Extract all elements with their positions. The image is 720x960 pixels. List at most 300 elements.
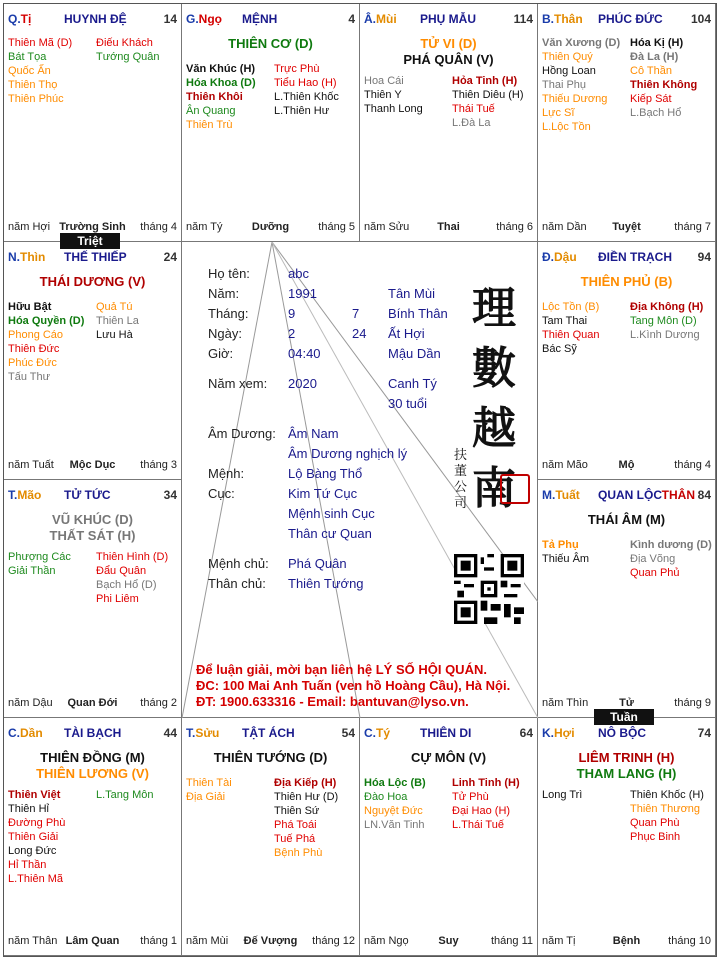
footer-year: năm Mùi xyxy=(186,935,229,947)
minor-star: Thiên Đức xyxy=(8,343,60,355)
minor-star: Đẩu Quân xyxy=(96,565,147,577)
minor-star: Bát Tọa xyxy=(8,51,47,63)
palace-suu[interactable] xyxy=(182,718,360,956)
minor-star: Phục Binh xyxy=(630,831,681,843)
minor-stars-left xyxy=(542,300,599,356)
minor-star: Hoa Cái xyxy=(364,75,404,87)
life-stage: Tuyệt xyxy=(612,221,641,233)
palace-name: PHỤ MẪU xyxy=(420,12,476,26)
minor-star: Tiểu Hao (H) xyxy=(274,77,337,89)
minor-star: Tướng Quân xyxy=(96,51,160,63)
palace-name: QUAN LỘC xyxy=(598,488,662,502)
minor-star: Hóa Khoa (D) xyxy=(186,77,256,89)
main-star: THIÊN PHỦ (B) xyxy=(580,274,673,289)
minor-stars-left xyxy=(542,36,620,134)
minor-star: LN.Văn Tinh xyxy=(364,819,425,831)
palace-dau[interactable] xyxy=(538,242,716,480)
minor-star: Tam Thai xyxy=(542,315,588,327)
minor-star: Hóa Kị (H) xyxy=(630,37,684,49)
minor-star: Thiếu Âm xyxy=(542,553,590,565)
palace-footer xyxy=(8,697,177,711)
palace-name: NÔ BỘC xyxy=(598,726,646,740)
palace-can: N. xyxy=(8,250,20,264)
footer-year: năm Tị xyxy=(542,935,576,947)
minor-star: Trực Phù xyxy=(274,63,320,75)
minor-star: Phong Cáo xyxy=(8,329,64,341)
minor-stars-left xyxy=(8,300,84,384)
triet-marker: Triệt xyxy=(60,233,120,249)
palace-dan[interactable] xyxy=(4,718,182,956)
label-than-chu: Thân chủ: xyxy=(208,576,266,591)
palace-age-number: 44 xyxy=(163,726,177,740)
palace-can-chi xyxy=(186,12,222,26)
value-hour-can: Mậu Dần xyxy=(388,346,441,361)
palace-header xyxy=(542,12,711,28)
palace-name: HUYNH ĐỆ xyxy=(64,12,127,26)
palace-name: THẾ THIẾP xyxy=(64,250,127,264)
palace-can: Q. xyxy=(8,12,21,26)
palace-name: TẬT ÁCH xyxy=(242,726,295,740)
minor-stars-left xyxy=(8,788,65,886)
red-seal-icon xyxy=(500,474,530,504)
palace-can: T. xyxy=(8,488,18,502)
contact-line-1: Để luận giải, mời bạn liên hệ LÝ SỐ HỘI QUÁN. xyxy=(196,662,487,677)
minor-star: Đại Hao (H) xyxy=(452,805,511,817)
minor-stars-left xyxy=(186,62,256,132)
life-stage: Mộ xyxy=(618,459,635,471)
minor-stars-left xyxy=(8,36,72,106)
footer-year: năm Thân xyxy=(8,935,58,947)
value-cuc: Kim Tứ Cục xyxy=(288,486,358,501)
minor-stars-right xyxy=(630,300,703,342)
palace-can-chi xyxy=(542,726,575,740)
minor-star: Hồng Loan xyxy=(542,65,596,77)
footer-year: năm Thìn xyxy=(542,697,589,709)
palace-chi: Tị xyxy=(20,12,32,26)
minor-stars-right xyxy=(96,300,139,342)
minor-star: Phượng Các xyxy=(8,551,71,563)
value-day: 2 xyxy=(288,326,296,341)
value-day-lunar: 24 xyxy=(352,326,367,341)
qr-code-icon[interactable] xyxy=(454,554,524,624)
minor-star: Quan Phủ xyxy=(630,567,680,579)
minor-star: Thiên Thọ xyxy=(8,79,58,91)
palace-can: B. xyxy=(542,12,554,26)
palace-chi: Sửu xyxy=(195,726,220,740)
palace-header xyxy=(542,726,711,742)
minor-star: Quan Phù xyxy=(630,817,680,829)
palace-mao[interactable] xyxy=(4,480,182,718)
palace-footer xyxy=(186,935,355,949)
palace-can-chi xyxy=(8,250,45,264)
value-menh: Lộ Bàng Thổ xyxy=(288,466,363,481)
palace-name: ĐIỀN TRẠCH xyxy=(598,250,672,264)
minor-star: Thiên Hỉ xyxy=(8,803,49,815)
label-view-year: Năm xem: xyxy=(208,376,268,391)
value-am-duong-2: Âm Dương nghịch lý xyxy=(288,446,408,461)
minor-star: Thiên Giải xyxy=(8,831,59,843)
minor-star: Thiên Mã (D) xyxy=(8,37,73,49)
minor-star: Thiên Y xyxy=(364,89,402,101)
palace-age-number: 34 xyxy=(163,488,177,502)
minor-star: Phi Liêm xyxy=(96,593,139,605)
minor-star: Linh Tinh (H) xyxy=(452,777,520,789)
minor-star: Thiên Phúc xyxy=(8,93,64,105)
minor-star: L.Thiên Khốc xyxy=(274,91,339,103)
contact-address: ĐC: 100 Mai Anh Tuấn (ven hồ Hoàng Cầu), Hà Nội. xyxy=(196,678,511,693)
palace-header xyxy=(364,12,533,28)
footer-month: tháng 9 xyxy=(674,697,711,709)
minor-star: Địa Không (H) xyxy=(630,301,704,313)
palace-chi: Dần xyxy=(20,726,43,740)
palace-ngo[interactable] xyxy=(182,4,360,242)
minor-star: Thiên Khôi xyxy=(186,91,243,103)
minor-stars-right xyxy=(96,788,153,802)
palace-ty[interactable] xyxy=(360,718,538,956)
value-than-chu: Thiên Tướng xyxy=(288,576,364,591)
palace-footer xyxy=(8,459,177,473)
palace-chi: Mùi xyxy=(376,12,397,26)
palace-mui[interactable] xyxy=(360,4,538,242)
palace-can-chi xyxy=(186,726,219,740)
minor-star: L.Đà La xyxy=(452,117,491,129)
palace-header xyxy=(364,726,533,742)
palace-chi: Ngọ xyxy=(198,12,222,26)
minor-stars-right xyxy=(96,36,160,64)
value-month-lunar: 7 xyxy=(352,306,360,321)
minor-stars-left xyxy=(186,776,232,804)
minor-stars-right xyxy=(452,74,524,130)
palace-chi: Thân xyxy=(554,12,583,26)
palace-age-number: 104 xyxy=(690,12,711,26)
minor-star: Bệnh Phù xyxy=(274,847,323,859)
palace-name: TỬ TỨC xyxy=(64,488,111,502)
palace-chi: Dậu xyxy=(554,250,577,264)
minor-star: Đà La (H) xyxy=(630,51,679,63)
label-menh-chu: Mệnh chủ: xyxy=(208,556,269,571)
main-star: PHÁ QUÂN (V) xyxy=(403,52,494,67)
minor-star: Ân Quang xyxy=(186,105,236,117)
label-cuc: Cục: xyxy=(208,486,235,501)
palace-footer xyxy=(364,935,533,949)
value-year-can: Tân Mùi xyxy=(388,286,435,301)
palace-can-chi xyxy=(364,726,390,740)
life-stage: Đế Vượng xyxy=(243,935,298,947)
main-star: THÁI ÂM (M) xyxy=(587,512,666,527)
minor-stars-right xyxy=(630,538,712,580)
minor-star: L.Lộc Tồn xyxy=(542,121,591,133)
palace-age-number: 4 xyxy=(348,12,355,26)
minor-star: Thiên Việt xyxy=(8,789,61,801)
palace-name: THIÊN DI xyxy=(420,726,472,740)
footer-month: tháng 2 xyxy=(140,697,177,709)
footer-month: tháng 6 xyxy=(496,221,533,233)
minor-star: Thiếu Dương xyxy=(542,93,608,105)
footer-month: tháng 4 xyxy=(140,221,177,233)
minor-star: Tang Môn (D) xyxy=(630,315,697,327)
footer-month: tháng 4 xyxy=(674,459,711,471)
value-month-can: Bính Thân xyxy=(388,306,448,321)
main-star: THIÊN TƯỚNG (D) xyxy=(213,750,328,765)
minor-stars-left xyxy=(8,550,71,578)
minor-stars-left xyxy=(542,538,589,566)
footer-year: năm Tý xyxy=(186,221,223,233)
minor-star: Thiên Quý xyxy=(542,51,593,63)
tuan-marker: Tuần xyxy=(594,709,654,725)
minor-star: L.Thái Tuế xyxy=(452,819,504,831)
minor-stars-right xyxy=(274,62,339,118)
palace-can-chi xyxy=(364,12,397,26)
palace-footer xyxy=(542,459,711,473)
palace-can: M. xyxy=(542,488,556,502)
palace-header xyxy=(186,726,355,742)
main-star: THIÊN LƯƠNG (V) xyxy=(36,766,149,781)
palace-can-chi xyxy=(8,488,41,502)
main-star: THIÊN ĐỒNG (M) xyxy=(40,750,145,765)
footer-year: năm Ngọ xyxy=(364,935,409,947)
minor-stars-right xyxy=(274,776,338,860)
logo-char-1: 理 xyxy=(472,283,516,334)
label-month: Tháng: xyxy=(208,306,249,321)
palace-footer xyxy=(542,935,711,949)
palace-can: Đ. xyxy=(542,250,554,264)
footer-month: tháng 3 xyxy=(140,459,177,471)
minor-star: Quả Tú xyxy=(96,301,133,313)
value-cuc-3: Thân cư Quan xyxy=(288,526,372,541)
label-day: Ngày: xyxy=(208,326,242,341)
minor-stars-right xyxy=(630,788,704,844)
minor-star: Hữu Bật xyxy=(8,301,52,313)
footer-month: tháng 1 xyxy=(140,935,177,947)
palace-footer xyxy=(542,221,711,235)
palace-hoi[interactable] xyxy=(538,718,716,956)
minor-star: Tuế Phá xyxy=(274,833,316,845)
value-age: 30 tuổi xyxy=(388,396,428,411)
value-year: 1991 xyxy=(288,286,317,301)
life-stage: Suy xyxy=(438,935,459,947)
minor-star: Hỉ Thần xyxy=(8,859,47,871)
palace-can: G. xyxy=(186,12,199,26)
footer-year: năm Tuất xyxy=(8,459,54,471)
palace-age-number: 94 xyxy=(697,250,711,264)
palace-can-chi xyxy=(542,488,580,502)
label-name: Họ tên: xyxy=(208,266,250,281)
minor-star: Hóa Quyền (D) xyxy=(8,315,85,327)
minor-star: L.Tang Môn xyxy=(96,789,154,801)
palace-chi: Thìn xyxy=(20,250,46,264)
horoscope-chart xyxy=(3,3,717,957)
palace-header xyxy=(8,12,177,28)
contact-phone-email: ĐT: 1900.633316 - Email: bantuvan@lyso.vn. xyxy=(196,694,469,709)
minor-star: Tử Phù xyxy=(452,791,489,803)
palace-age-number: 24 xyxy=(163,250,177,264)
life-stage: Mộc Dục xyxy=(69,459,116,471)
than-marker: THÂN xyxy=(661,488,695,502)
value-am-duong: Âm Nam xyxy=(288,426,339,441)
palace-header xyxy=(542,488,711,504)
main-star: THIÊN CƠ (D) xyxy=(228,36,313,51)
footer-month: tháng 12 xyxy=(312,935,355,947)
minor-star: Địa Võng xyxy=(630,553,676,565)
footer-year: năm Sửu xyxy=(364,221,410,233)
palace-footer xyxy=(186,221,355,235)
footer-month: tháng 10 xyxy=(668,935,711,947)
value-month: 9 xyxy=(288,306,296,321)
minor-star: Thiên Sứ xyxy=(274,805,320,817)
footer-month: tháng 7 xyxy=(674,221,711,233)
main-star: LIÊM TRINH (H) xyxy=(578,750,675,765)
minor-stars-left xyxy=(542,788,582,802)
minor-star: Bạch Hổ (D) xyxy=(96,579,157,591)
footer-year: năm Hợi xyxy=(8,221,51,233)
minor-stars-right xyxy=(452,776,520,832)
palace-age-number: 54 xyxy=(341,726,355,740)
value-day-can: Ất Hợi xyxy=(388,326,425,341)
logo-char-3: 越 xyxy=(472,403,516,454)
minor-star: Kình dương (D) xyxy=(630,539,712,551)
minor-star: Tả Phụ xyxy=(542,539,579,551)
minor-star: Hỏa Tinh (H) xyxy=(452,75,518,87)
main-star: THÁI DƯƠNG (V) xyxy=(39,274,146,289)
minor-stars-right xyxy=(630,36,697,120)
minor-star: Hóa Lộc (B) xyxy=(364,777,426,789)
minor-star: Thiên Hình (D) xyxy=(96,551,169,563)
palace-chi: Hợi xyxy=(554,726,575,740)
palace-can: C. xyxy=(364,726,376,740)
footer-month: tháng 5 xyxy=(318,221,355,233)
palace-age-number: 14 xyxy=(163,12,177,26)
value-menh-chu: Phá Quân xyxy=(288,556,347,571)
minor-star: Thiên La xyxy=(96,315,139,327)
life-stage: Bệnh xyxy=(612,935,641,947)
palace-tuat[interactable] xyxy=(538,480,716,718)
value-cuc-2: Mệnh sinh Cục xyxy=(288,506,375,521)
minor-star: Phúc Đức xyxy=(8,357,57,369)
main-star: CỰ MÔN (V) xyxy=(410,750,487,765)
palace-can-chi xyxy=(8,726,43,740)
minor-star: Thiên Hư (D) xyxy=(274,791,339,803)
minor-star: Thiên Diêu (H) xyxy=(452,89,524,101)
palace-ti[interactable] xyxy=(4,4,182,242)
minor-star: Nguyệt Đức xyxy=(364,805,423,817)
palace-name: PHÚC ĐỨC xyxy=(598,12,663,26)
minor-star: Kiếp Sát xyxy=(630,93,672,105)
minor-star: Văn Xương (D) xyxy=(542,37,621,49)
palace-can: T. xyxy=(186,726,196,740)
palace-footer xyxy=(364,221,533,235)
minor-star: Lộc Tồn (B) xyxy=(542,301,600,313)
minor-star: Long Đức xyxy=(8,845,57,857)
label-year: Năm: xyxy=(208,286,240,301)
palace-header xyxy=(8,488,177,504)
life-stage: Lâm Quan xyxy=(65,935,120,947)
palace-header xyxy=(186,12,355,28)
minor-star: Lưu Hà xyxy=(96,329,133,341)
life-stage: Quan Đới xyxy=(67,697,118,709)
minor-star: Lực Sĩ xyxy=(542,107,575,119)
logo-char-2: 數 xyxy=(472,343,516,394)
minor-star: Địa Giải xyxy=(186,791,226,803)
main-star: TỬ VI (D) xyxy=(420,36,477,51)
footer-year: năm Dậu xyxy=(8,697,53,709)
palace-age-number: 64 xyxy=(519,726,533,740)
value-hour: 04:40 xyxy=(288,346,321,361)
palace-thin[interactable] xyxy=(4,242,182,480)
minor-star: Văn Khúc (H) xyxy=(186,63,256,75)
footer-year: năm Dần xyxy=(542,221,587,233)
minor-star: Thiên Tài xyxy=(186,777,232,789)
palace-header xyxy=(8,726,177,742)
palace-name: MỆNH xyxy=(242,12,278,26)
minor-star: Thiên Thương xyxy=(630,803,701,815)
palace-chi: Tý xyxy=(376,726,391,740)
minor-star: Đào Hoa xyxy=(364,791,408,803)
minor-star: Địa Kiếp (H) xyxy=(274,777,337,789)
palace-age-number: 74 xyxy=(697,726,711,740)
palace-name: TÀI BẠCH xyxy=(64,726,122,740)
palace-chi: Tuất xyxy=(555,488,580,502)
logo-char-4: 南 xyxy=(472,463,516,514)
palace-header xyxy=(8,250,177,266)
palace-than[interactable] xyxy=(538,4,716,242)
minor-star: L.Kình Dương xyxy=(630,329,700,341)
palace-age-number: 84 xyxy=(697,488,711,502)
palace-chi: Mão xyxy=(17,488,42,502)
footer-month: tháng 11 xyxy=(490,935,533,947)
footer-year: năm Mão xyxy=(542,459,588,471)
minor-star: L.Bạch Hổ xyxy=(630,107,682,119)
minor-star: Thái Tuế xyxy=(452,103,495,115)
minor-star: Thiên Khốc (H) xyxy=(630,789,704,801)
palace-can: K. xyxy=(542,726,554,740)
life-stage: Thai xyxy=(437,221,460,233)
minor-star: Cô Thần xyxy=(630,65,672,77)
main-star: THẤT SÁT (H) xyxy=(49,528,136,543)
center-info-panel xyxy=(182,242,538,718)
minor-star: Đường Phù xyxy=(8,817,66,829)
value-view-year: 2020 xyxy=(288,376,317,391)
palace-can: C. xyxy=(8,726,20,740)
palace-can-chi xyxy=(542,12,583,26)
minor-star: Thiên Trù xyxy=(186,119,233,131)
value-name: abc xyxy=(288,266,309,281)
minor-star: Điếu Khách xyxy=(96,37,153,49)
label-menh: Mệnh: xyxy=(208,466,245,481)
minor-star: Phá Toái xyxy=(274,819,317,831)
label-am-duong: Âm Dương: xyxy=(208,426,276,441)
palace-age-number: 114 xyxy=(513,12,533,26)
minor-star: L.Thiên Mã xyxy=(8,873,64,885)
value-view-year-can: Canh Tý xyxy=(388,376,437,391)
palace-footer xyxy=(8,935,177,949)
minor-star: Quốc Ấn xyxy=(8,65,51,77)
minor-star: Thiên Không xyxy=(630,79,698,91)
palace-header xyxy=(542,250,711,266)
life-stage: Tử xyxy=(619,697,634,709)
minor-star: L.Thiên Hư xyxy=(274,105,330,117)
minor-stars-left xyxy=(364,776,426,832)
main-star: VŨ KHÚC (D) xyxy=(52,512,133,527)
label-hour: Giờ: xyxy=(208,346,234,361)
minor-stars-right xyxy=(96,550,168,606)
logo-subtitle: 扶董公司 xyxy=(454,448,468,511)
minor-star: Long Trì xyxy=(542,789,583,801)
life-stage: Trường Sinh xyxy=(59,221,126,233)
minor-star: Tấu Thư xyxy=(8,371,51,383)
palace-can: Â. xyxy=(364,12,376,26)
palace-can-chi xyxy=(542,250,577,264)
minor-star: Thai Phụ xyxy=(542,79,587,91)
